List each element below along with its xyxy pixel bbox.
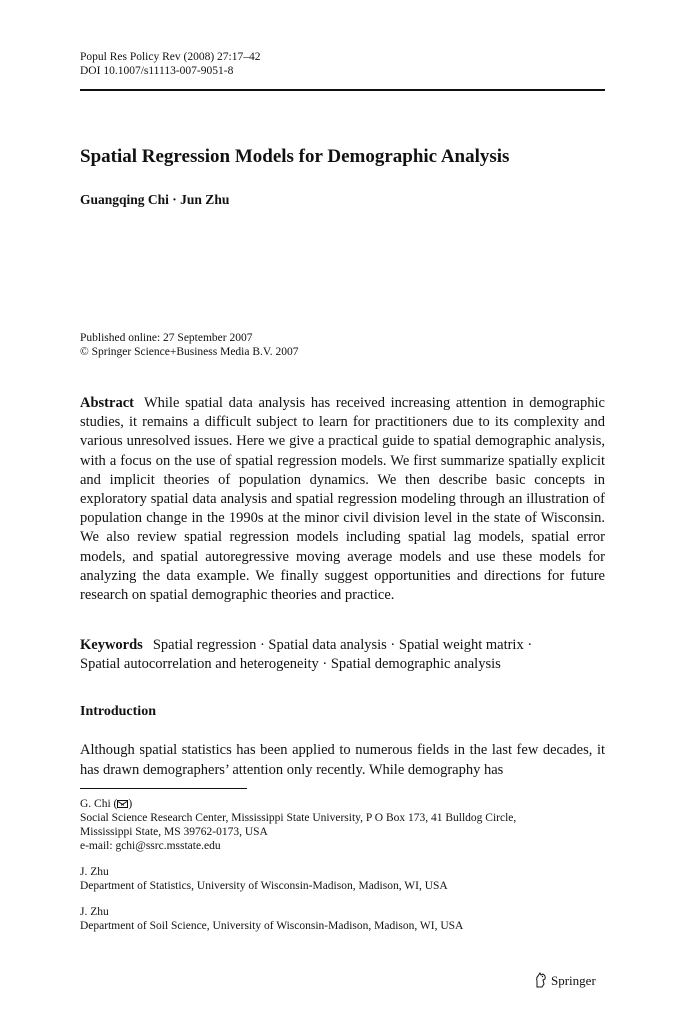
publication-info [80,331,298,359]
published-date: Published online: 27 September 2007 [80,332,253,344]
author1-affiliation-line-1: Social Science Research Center, Mississippi State University, P O Box 173, 41 Bulldog Circle, [80,812,517,824]
author2b-affiliation: Department of Soil Science, University of Wisconsin-Madison, Madison, WI, USA [80,920,464,932]
springer-horse-icon [534,972,548,988]
section-heading-introduction: Introduction [80,704,156,719]
keywords [80,636,605,674]
envelope-icon [117,800,128,808]
author1-name: G. Chi ( [80,798,118,810]
author2a-name: J. Zhu [80,866,109,878]
author2b-name: J. Zhu [80,906,109,918]
keywords-line-2: Spatial autocorrelation and heterogeneity · Spatial demographic analysis [80,656,501,673]
author-list: Guangqing Chi · Jun Zhu [80,192,230,207]
author1-email: e-mail: gchi@ssrc.msstate.edu [80,840,221,852]
footnote-author-2b [80,905,605,933]
paper-title: Spatial Regression Models for Demographic Analysis [80,146,510,167]
abstract-label: Abstract [80,395,134,411]
abstract [80,394,605,605]
author2a-affiliation: Department of Statistics, University of Wisconsin-Madison, Madison, WI, USA [80,880,448,892]
keywords-label: Keywords [80,637,143,653]
abstract-text: While spatial data analysis has received increasing attention in demographic studies, it remains a difficult subject to learn for practitioners due to its complexity and various unresolved issues. Here we give a practical guide to spatial demographic analysis, with a focus on the use of spatial regression models. We first summarize spatially explicit and implicit theories of population dynamics. We then describe basic concepts in exploratory spatial data analysis and spatial regression modeling through an illustration of population change in the 1990s at the minor civil division level in the state of Wisconsin. We also review spatial regression models including spatial lag models, spatial error models, and spatial autoregressive moving average models and use these models for analyzing the data example. We finally suggest opportunities and directions for future research on spatial demographic theories and practice. [80,395,605,604]
doi: DOI 10.1007/s11113-007-9051-8 [80,65,234,77]
publisher-name: Springer [551,973,596,988]
footnote-author-1: G. Chi ( ) Social Science Research Center, Mississippi State University, P O Box 173, 41 Bulldog Circle, Mississippi State, MS 39762-0173, USA e-mail: gchi@ssrc.msstate.edu [80,797,605,853]
introduction-text: Although spatial statistics has been applied to numerous fields in the last few decades, it has drawn demographers’ attention only recently. While demography has [80,742,605,778]
footnote-author-2a [80,865,605,893]
footnote-rule [80,788,247,789]
publisher-logo [534,972,596,989]
journal-citation: Popul Res Policy Rev (2008) 27:17–42 [80,51,261,63]
copyright-notice: © Springer Science+Business Media B.V. 2007 [80,346,299,358]
header-rule [80,89,605,91]
author-footnotes [80,797,605,945]
keywords-line-1: Spatial regression · Spatial data analysis · Spatial weight matrix · [152,637,533,653]
author1-affiliation-line-2: Mississippi State, MS 39762-0173, USA [80,826,268,838]
journal-header [80,50,261,78]
